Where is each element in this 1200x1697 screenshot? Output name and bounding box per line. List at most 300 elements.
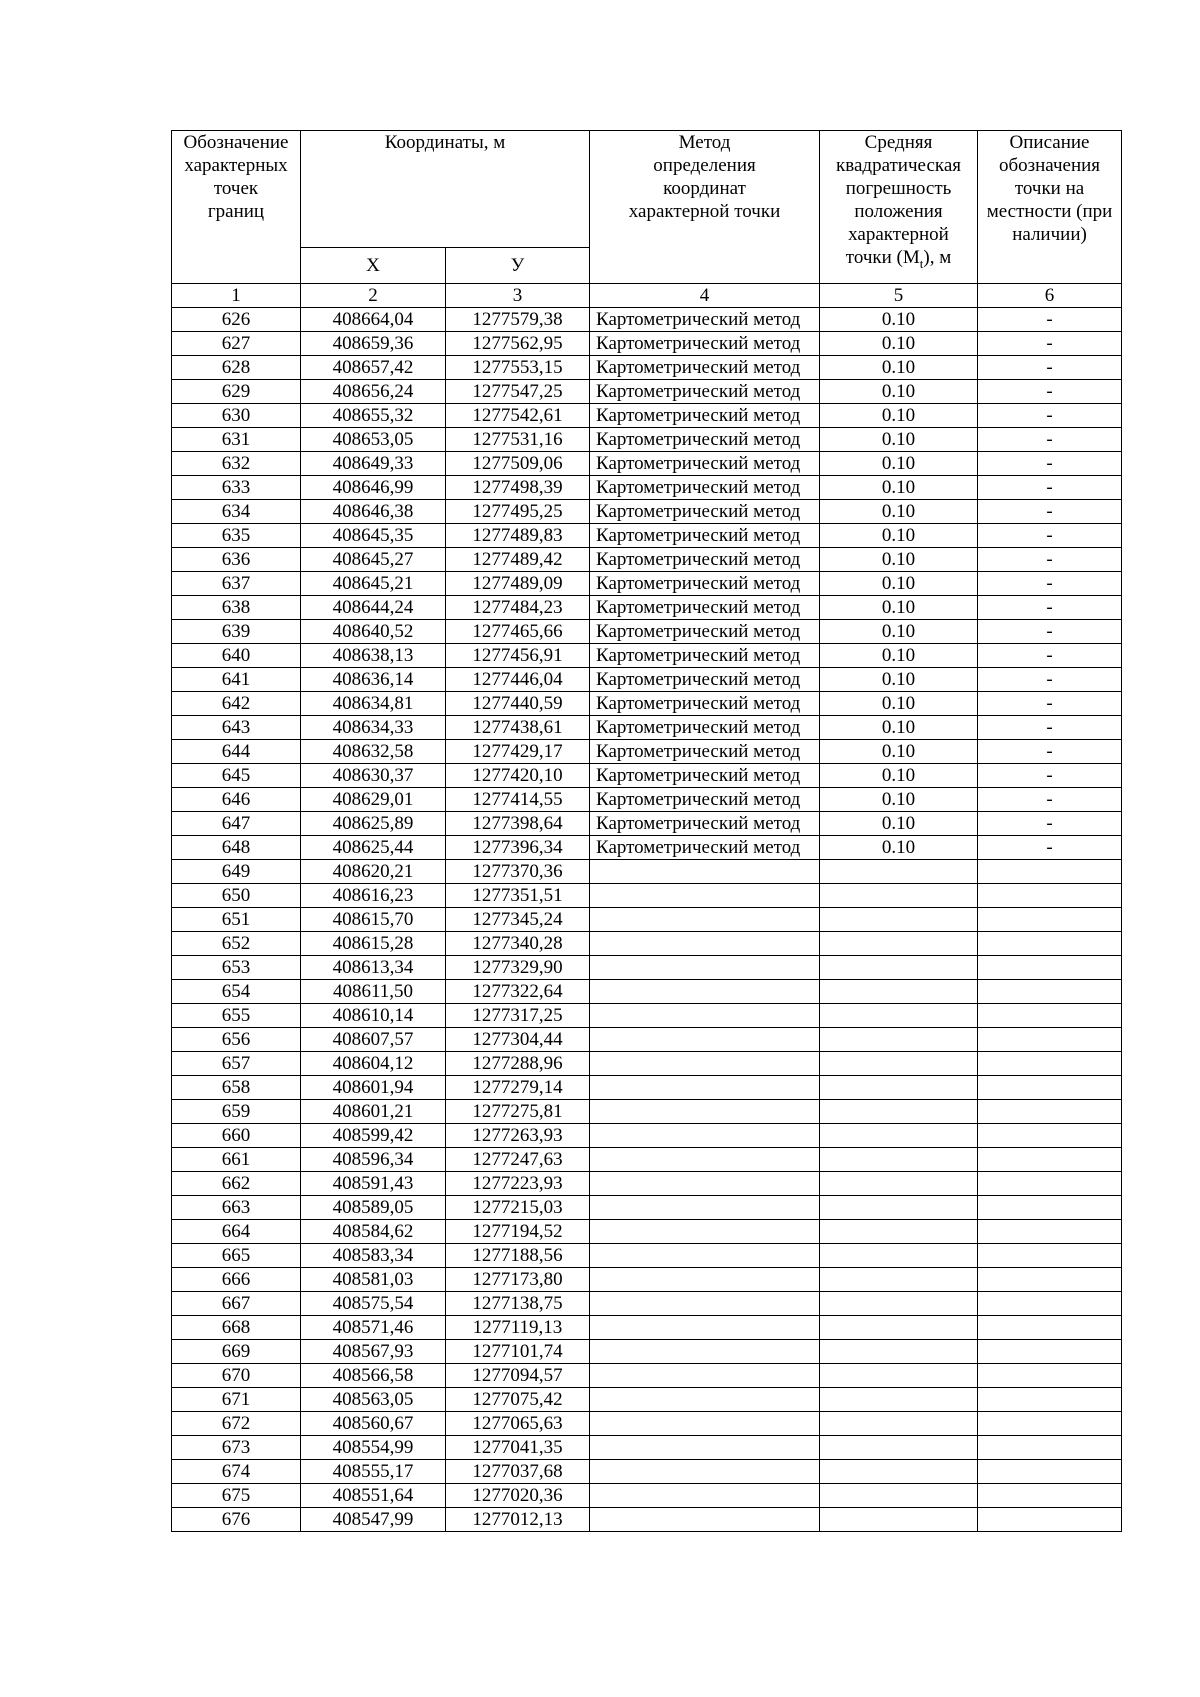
cell-x: 408547,99 <box>301 1508 446 1532</box>
cell-y: 1277194,52 <box>446 1220 590 1244</box>
cell-description <box>978 908 1122 932</box>
cell-y: 1277020,36 <box>446 1484 590 1508</box>
cell-point: 667 <box>172 1292 301 1316</box>
cell-error <box>820 1244 978 1268</box>
cell-description: - <box>978 812 1122 836</box>
cell-description <box>978 1436 1122 1460</box>
table-row <box>172 1340 1122 1364</box>
cell-description <box>978 1268 1122 1292</box>
cell-error: 0.10 <box>820 740 978 764</box>
cell-description: - <box>978 764 1122 788</box>
cell-description: - <box>978 668 1122 692</box>
cell-error <box>820 1412 978 1436</box>
cell-error: 0.10 <box>820 308 978 332</box>
cell-description: - <box>978 404 1122 428</box>
column-number-row <box>172 284 1122 308</box>
table-row <box>172 1388 1122 1412</box>
cell-y: 1277304,44 <box>446 1028 590 1052</box>
cell-error: 0.10 <box>820 572 978 596</box>
cell-error: 0.10 <box>820 548 978 572</box>
table-row <box>172 548 1122 572</box>
table-row <box>172 644 1122 668</box>
cell-error: 0.10 <box>820 836 978 860</box>
cell-description: - <box>978 476 1122 500</box>
cell-description <box>978 1076 1122 1100</box>
cell-method <box>590 1244 820 1268</box>
cell-point: 661 <box>172 1148 301 1172</box>
table-row <box>172 1052 1122 1076</box>
cell-y: 1277322,64 <box>446 980 590 1004</box>
cell-y: 1277429,17 <box>446 740 590 764</box>
cell-y: 1277065,63 <box>446 1412 590 1436</box>
cell-x: 408575,54 <box>301 1292 446 1316</box>
cell-method <box>590 1412 820 1436</box>
cell-point: 656 <box>172 1028 301 1052</box>
table-row <box>172 692 1122 716</box>
cell-method: Картометрический метод <box>590 788 820 812</box>
table-row <box>172 1364 1122 1388</box>
header-method: Метод определения координат характерной точки <box>590 131 820 284</box>
cell-description: - <box>978 500 1122 524</box>
table-row <box>172 308 1122 332</box>
cell-method <box>590 908 820 932</box>
header-description: Описание обозначения точки на местности (при наличии) <box>978 131 1122 284</box>
table-row <box>172 764 1122 788</box>
cell-y: 1277340,28 <box>446 932 590 956</box>
cell-x: 408604,12 <box>301 1052 446 1076</box>
cell-error <box>820 1124 978 1148</box>
cell-method: Картометрический метод <box>590 668 820 692</box>
table-row <box>172 1196 1122 1220</box>
cell-method <box>590 1004 820 1028</box>
cell-method: Картометрический метод <box>590 500 820 524</box>
header-x: Х <box>301 248 446 284</box>
table-row <box>172 332 1122 356</box>
cell-error: 0.10 <box>820 716 978 740</box>
cell-error: 0.10 <box>820 452 978 476</box>
cell-point: 644 <box>172 740 301 764</box>
column-number: 3 <box>446 284 590 308</box>
cell-method: Картометрический метод <box>590 332 820 356</box>
cell-description: - <box>978 692 1122 716</box>
cell-method <box>590 1196 820 1220</box>
cell-y: 1277438,61 <box>446 716 590 740</box>
table-row <box>172 1292 1122 1316</box>
cell-method: Картометрический метод <box>590 524 820 548</box>
cell-y: 1277075,42 <box>446 1388 590 1412</box>
cell-description <box>978 1508 1122 1532</box>
cell-method: Картометрический метод <box>590 620 820 644</box>
cell-x: 408640,52 <box>301 620 446 644</box>
table-row <box>172 572 1122 596</box>
cell-description <box>978 1340 1122 1364</box>
cell-method <box>590 1292 820 1316</box>
cell-y: 1277041,35 <box>446 1436 590 1460</box>
cell-error <box>820 908 978 932</box>
cell-error: 0.10 <box>820 332 978 356</box>
cell-method <box>590 1100 820 1124</box>
cell-method <box>590 1484 820 1508</box>
cell-method: Картометрический метод <box>590 548 820 572</box>
cell-description: - <box>978 620 1122 644</box>
cell-y: 1277012,13 <box>446 1508 590 1532</box>
cell-y: 1277456,91 <box>446 644 590 668</box>
cell-error: 0.10 <box>820 404 978 428</box>
cell-point: 662 <box>172 1172 301 1196</box>
cell-x: 408656,24 <box>301 380 446 404</box>
cell-y: 1277351,51 <box>446 884 590 908</box>
cell-y: 1277531,16 <box>446 428 590 452</box>
cell-point: 628 <box>172 356 301 380</box>
cell-point: 665 <box>172 1244 301 1268</box>
cell-x: 408629,01 <box>301 788 446 812</box>
cell-y: 1277101,74 <box>446 1340 590 1364</box>
cell-description: - <box>978 836 1122 860</box>
cell-x: 408645,21 <box>301 572 446 596</box>
cell-description: - <box>978 548 1122 572</box>
cell-y: 1277138,75 <box>446 1292 590 1316</box>
header-y: У <box>446 248 590 284</box>
cell-method: Картометрический метод <box>590 308 820 332</box>
cell-x: 408657,42 <box>301 356 446 380</box>
cell-method: Картометрический метод <box>590 356 820 380</box>
cell-description <box>978 1028 1122 1052</box>
cell-description <box>978 1364 1122 1388</box>
cell-error: 0.10 <box>820 476 978 500</box>
cell-x: 408554,99 <box>301 1436 446 1460</box>
cell-y: 1277465,66 <box>446 620 590 644</box>
cell-y: 1277263,93 <box>446 1124 590 1148</box>
cell-method <box>590 1388 820 1412</box>
cell-point: 633 <box>172 476 301 500</box>
cell-error: 0.10 <box>820 692 978 716</box>
cell-y: 1277094,57 <box>446 1364 590 1388</box>
table-row <box>172 1148 1122 1172</box>
cell-point: 674 <box>172 1460 301 1484</box>
cell-method <box>590 1028 820 1052</box>
cell-error <box>820 1484 978 1508</box>
table-row <box>172 428 1122 452</box>
cell-point: 671 <box>172 1388 301 1412</box>
cell-x: 408591,43 <box>301 1172 446 1196</box>
cell-method <box>590 860 820 884</box>
column-number: 4 <box>590 284 820 308</box>
table-row <box>172 452 1122 476</box>
cell-method: Картометрический метод <box>590 476 820 500</box>
column-number: 6 <box>978 284 1122 308</box>
cell-point: 652 <box>172 932 301 956</box>
cell-error <box>820 956 978 980</box>
cell-point: 658 <box>172 1076 301 1100</box>
cell-point: 639 <box>172 620 301 644</box>
cell-y: 1277446,04 <box>446 668 590 692</box>
cell-description <box>978 1292 1122 1316</box>
cell-description <box>978 1148 1122 1172</box>
header-row <box>172 131 1122 248</box>
cell-description <box>978 980 1122 1004</box>
cell-y: 1277420,10 <box>446 764 590 788</box>
cell-error: 0.10 <box>820 524 978 548</box>
cell-point: 642 <box>172 692 301 716</box>
cell-error: 0.10 <box>820 356 978 380</box>
cell-method <box>590 1340 820 1364</box>
table-row <box>172 884 1122 908</box>
cell-method <box>590 932 820 956</box>
table-row <box>172 596 1122 620</box>
cell-description: - <box>978 524 1122 548</box>
cell-x: 408596,34 <box>301 1148 446 1172</box>
cell-point: 635 <box>172 524 301 548</box>
cell-x: 408634,33 <box>301 716 446 740</box>
table-row <box>172 860 1122 884</box>
cell-error <box>820 1076 978 1100</box>
cell-description: - <box>978 716 1122 740</box>
cell-y: 1277562,95 <box>446 332 590 356</box>
table-row <box>172 1076 1122 1100</box>
cell-description: - <box>978 308 1122 332</box>
table-row <box>172 1172 1122 1196</box>
cell-method: Картометрический метод <box>590 428 820 452</box>
cell-x: 408601,21 <box>301 1100 446 1124</box>
cell-x: 408645,35 <box>301 524 446 548</box>
cell-y: 1277398,64 <box>446 812 590 836</box>
cell-point: 632 <box>172 452 301 476</box>
cell-description <box>978 884 1122 908</box>
table-row <box>172 956 1122 980</box>
cell-point: 647 <box>172 812 301 836</box>
cell-point: 640 <box>172 644 301 668</box>
cell-error <box>820 884 978 908</box>
cell-error <box>820 1340 978 1364</box>
cell-point: 650 <box>172 884 301 908</box>
column-number: 1 <box>172 284 301 308</box>
cell-method <box>590 1364 820 1388</box>
table-row <box>172 500 1122 524</box>
cell-y: 1277484,23 <box>446 596 590 620</box>
cell-description: - <box>978 356 1122 380</box>
table-row <box>172 380 1122 404</box>
cell-x: 408646,38 <box>301 500 446 524</box>
cell-error <box>820 860 978 884</box>
table-row <box>172 1484 1122 1508</box>
cell-error <box>820 1172 978 1196</box>
cell-y: 1277329,90 <box>446 956 590 980</box>
table-row <box>172 932 1122 956</box>
table-row <box>172 788 1122 812</box>
cell-description <box>978 1388 1122 1412</box>
cell-x: 408551,64 <box>301 1484 446 1508</box>
table-row <box>172 1004 1122 1028</box>
cell-error <box>820 1508 978 1532</box>
cell-x: 408634,81 <box>301 692 446 716</box>
cell-y: 1277275,81 <box>446 1100 590 1124</box>
cell-error: 0.10 <box>820 812 978 836</box>
cell-description: - <box>978 788 1122 812</box>
cell-error <box>820 1364 978 1388</box>
cell-point: 676 <box>172 1508 301 1532</box>
column-number: 2 <box>301 284 446 308</box>
cell-x: 408649,33 <box>301 452 446 476</box>
cell-x: 408616,23 <box>301 884 446 908</box>
cell-y: 1277440,59 <box>446 692 590 716</box>
cell-point: 648 <box>172 836 301 860</box>
cell-point: 669 <box>172 1340 301 1364</box>
table-row <box>172 1124 1122 1148</box>
cell-point: 651 <box>172 908 301 932</box>
header-point-designation: Обозначение характерных точек границ <box>172 131 301 284</box>
table-row <box>172 668 1122 692</box>
cell-x: 408644,24 <box>301 596 446 620</box>
cell-description <box>978 1220 1122 1244</box>
table-row <box>172 1316 1122 1340</box>
cell-point: 631 <box>172 428 301 452</box>
cell-method: Картометрический метод <box>590 836 820 860</box>
cell-error <box>820 1028 978 1052</box>
cell-method <box>590 1052 820 1076</box>
cell-description: - <box>978 332 1122 356</box>
cell-point: 670 <box>172 1364 301 1388</box>
cell-method <box>590 1172 820 1196</box>
cell-point: 638 <box>172 596 301 620</box>
cell-point: 668 <box>172 1316 301 1340</box>
cell-y: 1277188,56 <box>446 1244 590 1268</box>
cell-point: 675 <box>172 1484 301 1508</box>
table-row <box>172 1412 1122 1436</box>
cell-description <box>978 1172 1122 1196</box>
cell-error <box>820 1268 978 1292</box>
cell-point: 629 <box>172 380 301 404</box>
cell-description <box>978 1316 1122 1340</box>
cell-point: 673 <box>172 1436 301 1460</box>
cell-description <box>978 956 1122 980</box>
table-row <box>172 1100 1122 1124</box>
cell-method: Картометрический метод <box>590 404 820 428</box>
cell-method <box>590 884 820 908</box>
cell-description <box>978 1196 1122 1220</box>
table-row <box>172 1244 1122 1268</box>
cell-y: 1277317,25 <box>446 1004 590 1028</box>
cell-description: - <box>978 572 1122 596</box>
cell-point: 672 <box>172 1412 301 1436</box>
cell-method <box>590 1436 820 1460</box>
cell-error: 0.10 <box>820 620 978 644</box>
cell-error <box>820 980 978 1004</box>
cell-method <box>590 1148 820 1172</box>
cell-method <box>590 1268 820 1292</box>
cell-y: 1277173,80 <box>446 1268 590 1292</box>
cell-description <box>978 1052 1122 1076</box>
cell-x: 408599,42 <box>301 1124 446 1148</box>
cell-method: Картометрический метод <box>590 692 820 716</box>
cell-method <box>590 1316 820 1340</box>
cell-point: 657 <box>172 1052 301 1076</box>
cell-description <box>978 1412 1122 1436</box>
cell-point: 659 <box>172 1100 301 1124</box>
cell-y: 1277288,96 <box>446 1052 590 1076</box>
cell-y: 1277119,13 <box>446 1316 590 1340</box>
header-mean-square-error: Средняя квадратическая погрешность положения характерной точки $(M_t)$, м <box>820 131 978 284</box>
cell-point: 643 <box>172 716 301 740</box>
cell-x: 408589,05 <box>301 1196 446 1220</box>
cell-y: 1277489,83 <box>446 524 590 548</box>
cell-method: Картометрический метод <box>590 452 820 476</box>
cell-description: - <box>978 644 1122 668</box>
cell-x: 408638,13 <box>301 644 446 668</box>
cell-x: 408607,57 <box>301 1028 446 1052</box>
cell-method: Картометрический метод <box>590 596 820 620</box>
cell-y: 1277547,25 <box>446 380 590 404</box>
table-row <box>172 836 1122 860</box>
cell-point: 654 <box>172 980 301 1004</box>
cell-point: 646 <box>172 788 301 812</box>
cell-x: 408645,27 <box>301 548 446 572</box>
cell-x: 408610,14 <box>301 1004 446 1028</box>
cell-method: Картометрический метод <box>590 644 820 668</box>
table-row <box>172 404 1122 428</box>
cell-y: 1277542,61 <box>446 404 590 428</box>
table-row <box>172 476 1122 500</box>
cell-description: - <box>978 380 1122 404</box>
cell-x: 408601,94 <box>301 1076 446 1100</box>
cell-description <box>978 1004 1122 1028</box>
table-row <box>172 740 1122 764</box>
cell-x: 408567,93 <box>301 1340 446 1364</box>
cell-x: 408581,03 <box>301 1268 446 1292</box>
cell-description <box>978 1100 1122 1124</box>
cell-x: 408636,14 <box>301 668 446 692</box>
cell-x: 408646,99 <box>301 476 446 500</box>
cell-error <box>820 1148 978 1172</box>
cell-point: 636 <box>172 548 301 572</box>
cell-x: 408659,36 <box>301 332 446 356</box>
cell-description <box>978 1244 1122 1268</box>
table-row <box>172 812 1122 836</box>
cell-method <box>590 1220 820 1244</box>
table-row <box>172 1028 1122 1052</box>
column-number: 5 <box>820 284 978 308</box>
cell-y: 1277037,68 <box>446 1460 590 1484</box>
cell-point: 634 <box>172 500 301 524</box>
cell-x: 408664,04 <box>301 308 446 332</box>
cell-y: 1277279,14 <box>446 1076 590 1100</box>
cell-y: 1277370,36 <box>446 860 590 884</box>
cell-point: 660 <box>172 1124 301 1148</box>
cell-x: 408555,17 <box>301 1460 446 1484</box>
cell-x: 408615,70 <box>301 908 446 932</box>
table-row <box>172 716 1122 740</box>
cell-error: 0.10 <box>820 764 978 788</box>
cell-error: 0.10 <box>820 788 978 812</box>
cell-method: Картометрический метод <box>590 380 820 404</box>
cell-method <box>590 1076 820 1100</box>
cell-description <box>978 1124 1122 1148</box>
cell-point: 666 <box>172 1268 301 1292</box>
cell-method: Картометрический метод <box>590 812 820 836</box>
table-row <box>172 1220 1122 1244</box>
boundary-points-table <box>171 130 1122 1532</box>
cell-error <box>820 1100 978 1124</box>
cell-x: 408566,58 <box>301 1364 446 1388</box>
cell-x: 408625,44 <box>301 836 446 860</box>
cell-error <box>820 1220 978 1244</box>
cell-description: - <box>978 596 1122 620</box>
table-row <box>172 908 1122 932</box>
cell-error <box>820 1052 978 1076</box>
cell-y: 1277489,09 <box>446 572 590 596</box>
cell-x: 408560,67 <box>301 1412 446 1436</box>
cell-error: 0.10 <box>820 596 978 620</box>
cell-error: 0.10 <box>820 644 978 668</box>
